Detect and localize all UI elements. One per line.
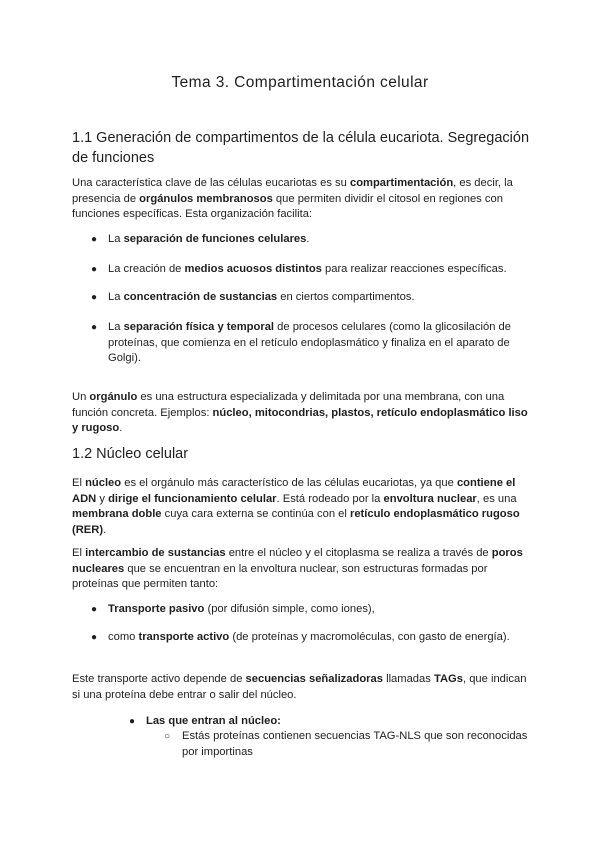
text-run: . Está rodeado por la — [276, 492, 384, 505]
text-run: La — [108, 291, 124, 303]
text-run: (de proteínas y macromoléculas, con gasto de energía). — [229, 631, 510, 643]
list-item — [108, 602, 528, 618]
text-run: como — [108, 631, 139, 643]
bullet-icon: ● — [91, 292, 98, 303]
bold-text: TAGs — [433, 673, 463, 685]
text-run: Este transporte activo depende de — [72, 673, 246, 685]
text-run: Estás proteínas contienen secuencias TAG-NLS que son reconocidas por importinas — [182, 730, 528, 758]
text-run: es el orgánulo más característico de las células eucariotas, ya que — [121, 477, 457, 489]
organulo-paragraph — [72, 390, 532, 437]
bold-text: secuencias señalizadoras — [245, 673, 383, 685]
text-run: Un — [72, 391, 90, 403]
bold-text: contiene el ADN — [72, 477, 516, 505]
text-run: , es decir, la presencia de — [72, 177, 513, 205]
text-run: llamadas — [382, 673, 434, 685]
bold-text: retículo endoplasmático rugoso (RER) — [72, 508, 520, 536]
text-run: . — [103, 523, 107, 536]
text-run: que permiten dividir el citosol en regiones con funciones específicas. Esta organización facilita: — [72, 192, 503, 221]
tags-paragraph — [72, 672, 532, 703]
text-run: El — [72, 477, 86, 489]
list-item — [108, 290, 528, 306]
bold-text: núcleo — [85, 477, 122, 489]
bold-text: transporte activo — [138, 631, 230, 643]
bold-text: dirige el funcionamiento celular — [108, 492, 277, 505]
text-run: La creación de — [108, 263, 185, 275]
text-run: entre el núcleo y el citoplasma se realiza a través de — [225, 547, 492, 559]
sub-list-item — [146, 714, 546, 730]
bullet-icon: ● — [91, 632, 98, 643]
hollow-bullet-icon: ○ — [164, 731, 171, 742]
bold-text: intercambio de sustancias — [85, 547, 226, 559]
text-run: , que indican si una proteína debe entrar o salir del núcleo. — [72, 673, 527, 701]
text-run: que se encuentran en la envoltura nuclear, son estructuras formadas por proteínas que permiten tanto: — [72, 562, 488, 591]
intercambio-paragraph — [72, 546, 532, 593]
section-heading-1-2: 1.2 Núcleo celular — [72, 446, 189, 462]
text-run: , es una — [476, 492, 517, 505]
bold-text: Las que entran al núcleo: — [146, 715, 281, 727]
bullet-icon: ● — [91, 322, 98, 333]
bold-text: orgánulos membranosos — [139, 192, 273, 205]
nucleo-paragraph — [72, 476, 532, 538]
list-item — [108, 630, 528, 646]
bullet-icon: ● — [91, 264, 98, 275]
text-run: y — [96, 492, 109, 505]
intro-paragraph — [72, 176, 532, 223]
bold-text: compartimentación — [349, 177, 454, 189]
text-run: . — [119, 422, 123, 435]
text-run: Una característica clave de las células eucariotas es su — [72, 177, 350, 189]
bullet-icon: ● — [91, 604, 98, 615]
page-title: Tema 3. Compartimentación celular — [171, 74, 429, 91]
bold-text: separación de funciones celulares — [123, 233, 307, 245]
text-run: El — [72, 547, 86, 559]
text-run: para realizar reacciones específicas. — [321, 263, 507, 275]
bullet-icon: ● — [129, 716, 136, 727]
bold-text: envoltura nuclear — [383, 492, 477, 505]
section-heading-1-1: 1.1 Generación de compartimentos de la célula eucariota. Segregación de funciones — [72, 130, 530, 166]
bold-text: membrana doble — [72, 508, 162, 521]
bold-text: orgánulo — [89, 391, 138, 403]
bold-text: núcleo, mitocondrias, plastos, retículo endoplasmático liso y rugoso — [72, 406, 528, 435]
text-run: La — [108, 321, 124, 333]
list-item — [108, 320, 528, 367]
text-run: de procesos celulares (como la glicosilación de proteínas, que comienza en el retículo endoplasmático y finaliza en el aparato de Golgi). — [108, 321, 511, 365]
sub-sub-list-item — [182, 729, 528, 760]
bullet-icon: ● — [91, 234, 98, 245]
text-run: cuya cara externa se continúa con el — [161, 508, 350, 521]
bold-text: poros nucleares — [72, 547, 523, 575]
bold-text: Transporte pasivo — [108, 603, 205, 615]
text-run: . — [306, 233, 310, 245]
text-run: en ciertos compartimentos. — [277, 291, 415, 303]
list-item — [108, 232, 528, 248]
text-run: La — [108, 233, 124, 245]
text-run: (por difusión simple, como iones), — [204, 603, 375, 615]
bold-text: medios acuosos distintos — [184, 263, 322, 275]
bold-text: concentración de sustancias — [123, 291, 278, 303]
text-run: es una estructura especializada y delimitada por una membrana, con una función concreta. Ejemplos: — [72, 391, 505, 419]
bold-text: separación física y temporal — [123, 321, 275, 333]
list-item — [108, 262, 528, 278]
